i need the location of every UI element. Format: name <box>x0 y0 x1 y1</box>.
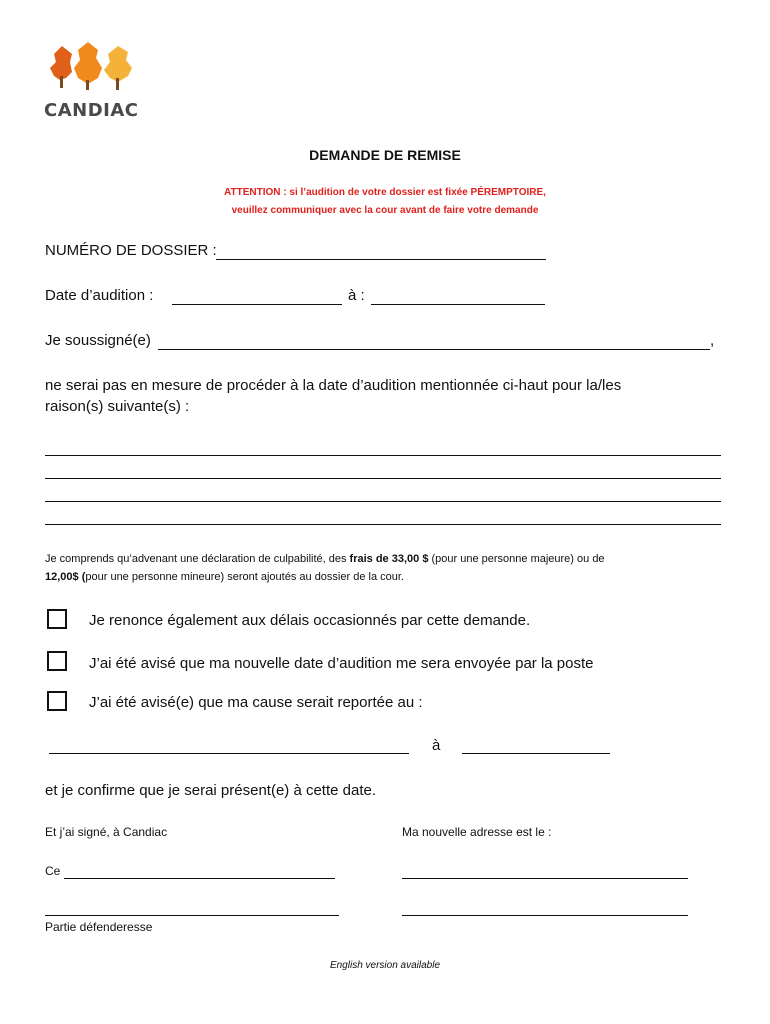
address-line-1[interactable] <box>402 878 688 879</box>
english-version-note: English version available <box>329 960 441 971</box>
defendant-label: Partie défenderesse <box>45 920 153 934</box>
checkbox-waive-delays[interactable] <box>47 609 67 629</box>
name-comma: , <box>710 332 715 349</box>
reason-text-line-1: ne serai pas en mesure de procéder à la date d’audition mentionnée ci-haut pour la/les <box>45 377 622 394</box>
fees-notice-line-2 <box>45 571 404 583</box>
checkbox-postponed[interactable] <box>47 691 67 711</box>
time-label: à : <box>348 287 365 304</box>
fees-text: Je comprends qu’advenant une déclaration de culpabilité, des <box>45 553 350 565</box>
reason-input-line[interactable] <box>45 524 721 525</box>
time-input-line[interactable] <box>371 304 545 305</box>
postponed-date-line[interactable] <box>49 753 409 754</box>
date-input-line[interactable] <box>172 304 342 305</box>
reason-input-line[interactable] <box>45 455 721 456</box>
fees-text: pour une personne mineure) seront ajoutés au dossier de la cour. <box>85 571 404 583</box>
attention-line-1: ATTENTION : si l’audition de votre dossier est fixée PÉREMPTOIRE, <box>224 187 546 198</box>
reason-text-line-2: raison(s) suivante(s) : <box>45 398 190 415</box>
new-address-label: Ma nouvelle adresse est le : <box>402 825 552 839</box>
date-label: Date d’audition : <box>45 287 154 304</box>
checkbox-label-postponed: J’ai été avisé(e) que ma cause serait reportée au : <box>89 694 423 711</box>
checkbox-label-notified-mail: J’ai été avisé que ma nouvelle date d’audition me sera envoyée par la poste <box>89 655 594 672</box>
fees-adult-amount: frais de 33,00 $ <box>349 553 429 565</box>
soussigne-label: Je soussigné(e) <box>45 332 151 349</box>
checkbox-label-waive-delays: Je renonce également aux délais occasionnés par cette demande. <box>89 612 531 629</box>
tree-icon-middle <box>74 42 102 90</box>
ce-label: Ce <box>45 864 61 878</box>
postponed-time-line[interactable] <box>462 753 610 754</box>
fees-text: (pour une personne majeure) ou de <box>428 553 605 565</box>
reason-input-line[interactable] <box>45 478 721 479</box>
logo-wordmark: CANDIAC <box>44 100 139 121</box>
signed-date-line[interactable] <box>64 878 335 879</box>
checkbox-notified-mail[interactable] <box>47 651 67 671</box>
reason-input-line[interactable] <box>45 501 721 502</box>
tree-icon-left <box>50 46 72 88</box>
tree-icon-right <box>104 46 132 90</box>
attention-line-2: veuillez communiquer avec la cour avant de faire votre demande <box>231 205 539 216</box>
dossier-input-line[interactable] <box>216 259 546 260</box>
signed-label: Et j’ai signé, à Candiac <box>45 825 168 839</box>
defendant-signature-line[interactable] <box>45 915 339 916</box>
address-line-2[interactable] <box>402 915 688 916</box>
page-title: DEMANDE DE REMISE <box>309 147 461 163</box>
dossier-label: NUMÉRO DE DOSSIER : <box>45 242 217 259</box>
confirm-text: et je confirme que je serai présent(e) à cette date. <box>45 782 377 799</box>
name-input-line[interactable] <box>158 349 710 350</box>
postponed-a-separator: à <box>432 737 441 754</box>
fees-minor-amount: 12,00$ ( <box>45 571 86 583</box>
fees-notice-line-1 <box>45 553 605 565</box>
